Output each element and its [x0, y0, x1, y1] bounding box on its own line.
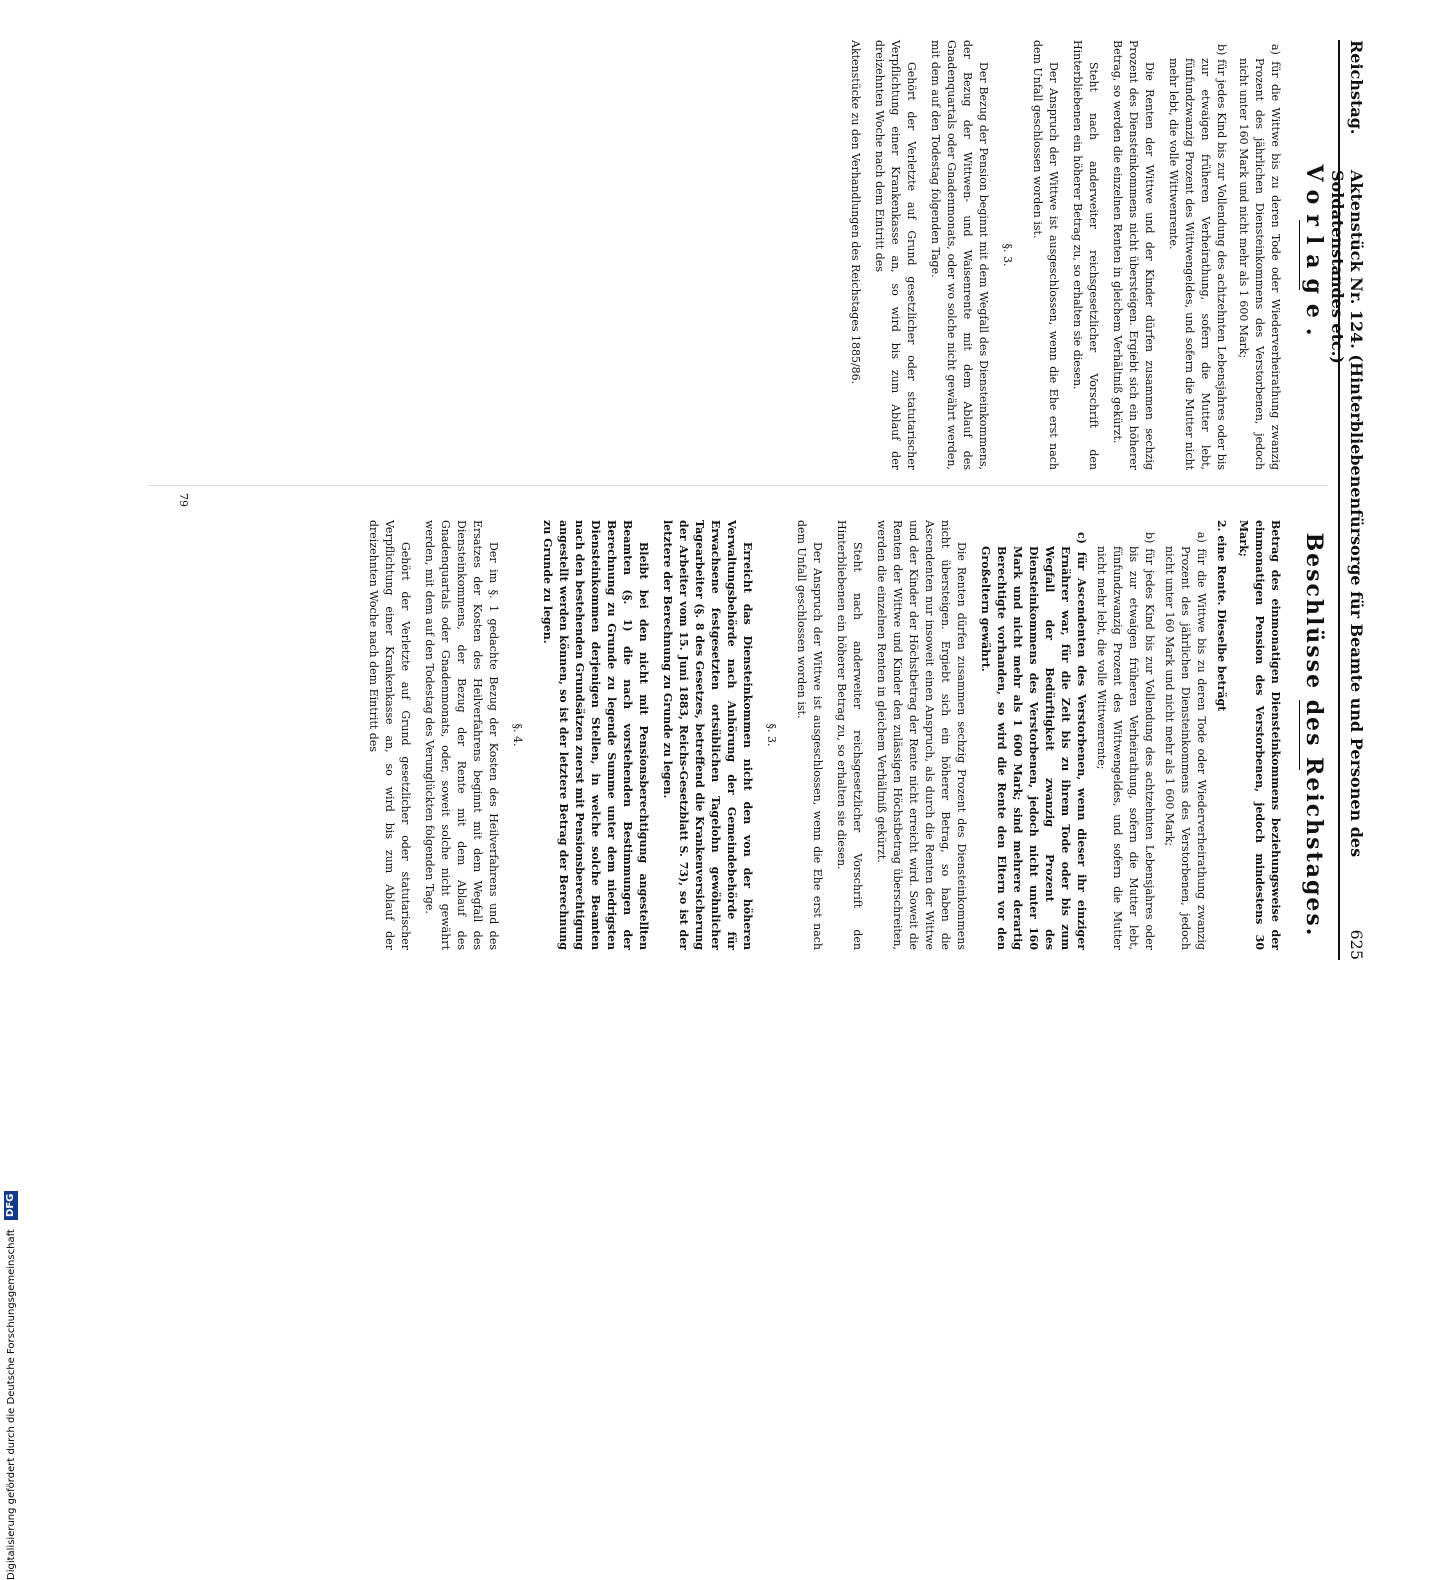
right-paragraph-1: Die Renten dürfen zusammen sechzig Prozent des Diensteinkommens nicht übersteigen. Ergiebt sich ein höherer Betrag, so haben die Ascendenten nur insoweit einen Anspruch, als durch die Renten der Wittwe und der Kinder der Höchstbetrag der Rente nicht erreicht wird. Soweit die Renten der Wittwe und Kinder den zulässigen Höchstbetrag überschreiten, werden die einzelnen Renten in gleichem Verhältniß gekürzt. [875, 520, 968, 950]
right-column-title: Beschlüsse des Reichstages. [1301, 532, 1327, 938]
title-rule [1299, 220, 1300, 290]
right-item-a: a) für die Wittwe bis zu deren Tode oder Wiederverheirathung zwanzig Prozent des jährlichen Diensteinkommens des Verstorbenen, jedoch nicht unter 160 Mark und nicht mehr als 1 600 Mark; [1163, 532, 1208, 950]
right-intro: Betrag des einmonatigen Diensteinkommens beziehungsweise der einmonatigen Pension des Verstorbenen, jedoch mindestens 30 Mark; [1237, 520, 1282, 950]
page-footer-number: 79 [177, 493, 190, 507]
left-item-a: a) für die Wittwe bis zu deren Tode oder Wiederverheirathung zwanzig Prozent des jährlichen Diensteinkommens des Verstorbenen, jedoch nicht unter 160 Mark und nicht mehr als 1 600 Mark; [1237, 44, 1282, 470]
left-paragraph-3: Der Anspruch der Wittwe ist ausgeschlossen, wenn die Ehe erst nach dem Unfall geschlossen worden ist. [1031, 40, 1060, 470]
right-item-b: b) für jedes Kind bis zur Vollendung des achtzehnten Lebensjahres oder bis zur etwaigen früheren Verheirathung, sofern die Mutter lebt, fünfundzwanzig Prozent des Wittwengeldes, und sofern die Mutter nicht mehr lebt, die volle Wittwenrente; [1095, 532, 1156, 950]
right-item-c: c) für Ascendenten des Verstorbenen, wenn dieser ihr einziger Ernährer war, für die Zeit bis zu ihrem Tode oder bis zum Wegfall der Bedürftigkeit zwanzig Prozent des Diensteinkommens des Verstorbenen, jedoch nicht unter 160 Mark und nicht mehr als 1 600 Mark; sind mehrere derartig Berechtigte vorhanden, so wird die Rente den Eltern vor den Großeltern gewährt. [979, 532, 1088, 950]
right-paragraph-3: Der Anspruch der Wittwe ist ausgeschlossen, wenn die Ehe erst nach dem Unfall geschlossen worden ist. [795, 520, 824, 950]
left-column-title: Vorlage. [1301, 164, 1327, 346]
left-section-3-paragraph-1: Der Bezug der Pension beginnt mit dem Wegfall des Diensteinkommens, der Bezug der Wittwen- und Waisenrente mit dem Ablauf des Gnadenquartals oder Gnadenmonats, oder wo solche nicht gewährt werden, mit dem auf den Todestag folgenden Tage. [929, 40, 990, 470]
left-paragraph-1: Die Renten der Wittwe und der Kinder dürfen zusammen sechzig Prozent des Diensteinkommens nicht übersteigen. Ergiebt sich ein höherer Betrag, so werden die einzelnen Renten in gleichem Verhältniß gekürzt. [1111, 40, 1156, 470]
right-section-3-heading: §. 3. [765, 723, 778, 747]
right-column [128, 520, 1328, 950]
right-section-4-heading: §. 4. [511, 723, 524, 747]
running-header [1328, 40, 1370, 960]
column-divider [148, 485, 1328, 486]
header-left: Reichstag. [1347, 40, 1366, 135]
right-item-2: 2. eine Rente. Dieselbe beträgt [1215, 520, 1228, 712]
left-section-3-heading: §. 3. [1001, 243, 1014, 267]
digitization-credit [1, 1160, 23, 1580]
right-section-3-paragraph-2: Bleibt bei den nicht mit Pensionsberechtigung angestellten Beamten (§. 1) die nach vorstehenden Bestimmungen der Berechnung zu Grunde zu legende Summe unter dem niedrigsten Diensteinkommen derjenigen Stellen, in welche solche Beamten nach den bestehenden Grundsätzen zuerst mit Pensionsberechtigung angestellt werden können, so ist der letztere Betrag der Berechnung zu Grunde zu legen. [541, 520, 650, 950]
dfg-logo: DFG [4, 1191, 18, 1220]
left-footnote: Aktenstücke zu den Verhandlungen des Reichstages 1885/86. [849, 40, 862, 385]
left-column [128, 40, 1328, 470]
rotated-document-frame [40, 20, 1380, 980]
left-section-3-paragraph-2: Gehört der Verletzte auf Grund gesetzlicher oder statutarischer Verpflichtung einer Krankenkasse an, so wird bis zum Ablauf der dreizehnten Woche nach dem Eintritt des [873, 40, 918, 470]
page-number: 625 [1347, 929, 1366, 960]
digitization-credit-text: Digitalisierung gefördert durch die Deutsche Forschungsgemeinschaft [6, 1229, 17, 1580]
right-section-4-paragraph-1: Der im §. 1 gedachte Bezug der Kosten des Heilverfahrens und des Ersatzes der Kosten des Heilverfahrens beginnt mit dem Wegfall des Diensteinkommens, der Bezug der Rente mit dem Ablauf des Gnadenquartals oder Gnadenmonats, oder, soweit solche nicht gewährt werden, mit dem auf den Todestag des Verunglückten folgenden Tage. [423, 520, 500, 950]
right-paragraph-2: Steht nach anderweiter reichsgesetzlicher Vorschrift den Hinterbliebenen ein höherer Betrag zu, so erhalten sie diesen. [835, 520, 864, 950]
right-section-3-paragraph-1: Erreicht das Diensteinkommen nicht den von der höheren Verwaltungsbehörde nach Anhörung der Gemeindebehörde für Erwachsene festgesetzten ortsüblichen Tagelohn gewöhnlicher Tagearbeiter (§. 8 des Gesetzes, betreffend die Krankenversicherung der Arbeiter vom 15. Juni 1883, Reichs-Gesetzblatt S. 73), so ist der letztere der Berechnung zu Grunde zu legen. [661, 520, 754, 950]
right-section-4-paragraph-2: Gehört der Verletzte auf Grund gesetzlicher oder statutarischer Verpflichtung einer Krankenkasse an, so wird bis zum Ablauf der dreizehnten Woche nach dem Eintritt des [367, 520, 412, 950]
left-item-b: b) für jedes Kind bis zur Vollendung des achtzehnten Lebensjahres oder bis zur etwaigen früheren Verheirathung, sofern die Mutter lebt, fünfundzwanzig Prozent des Wittwengeldes, und sofern die Mutter nicht mehr lebt, die volle Wittwenrente. [1167, 44, 1228, 470]
left-paragraph-2: Steht nach anderweiter reichsgesetzlicher Vorschrift den Hinterbliebenen ein höherer Betrag zu, so erhalten sie diesen. [1071, 40, 1100, 470]
title-rule [1299, 700, 1300, 770]
header-center: Aktenstück Nr. 124. (Hinterbliebenenfürsorge für Beamte und Personen des Soldatenstandes etc.) [1328, 170, 1366, 858]
